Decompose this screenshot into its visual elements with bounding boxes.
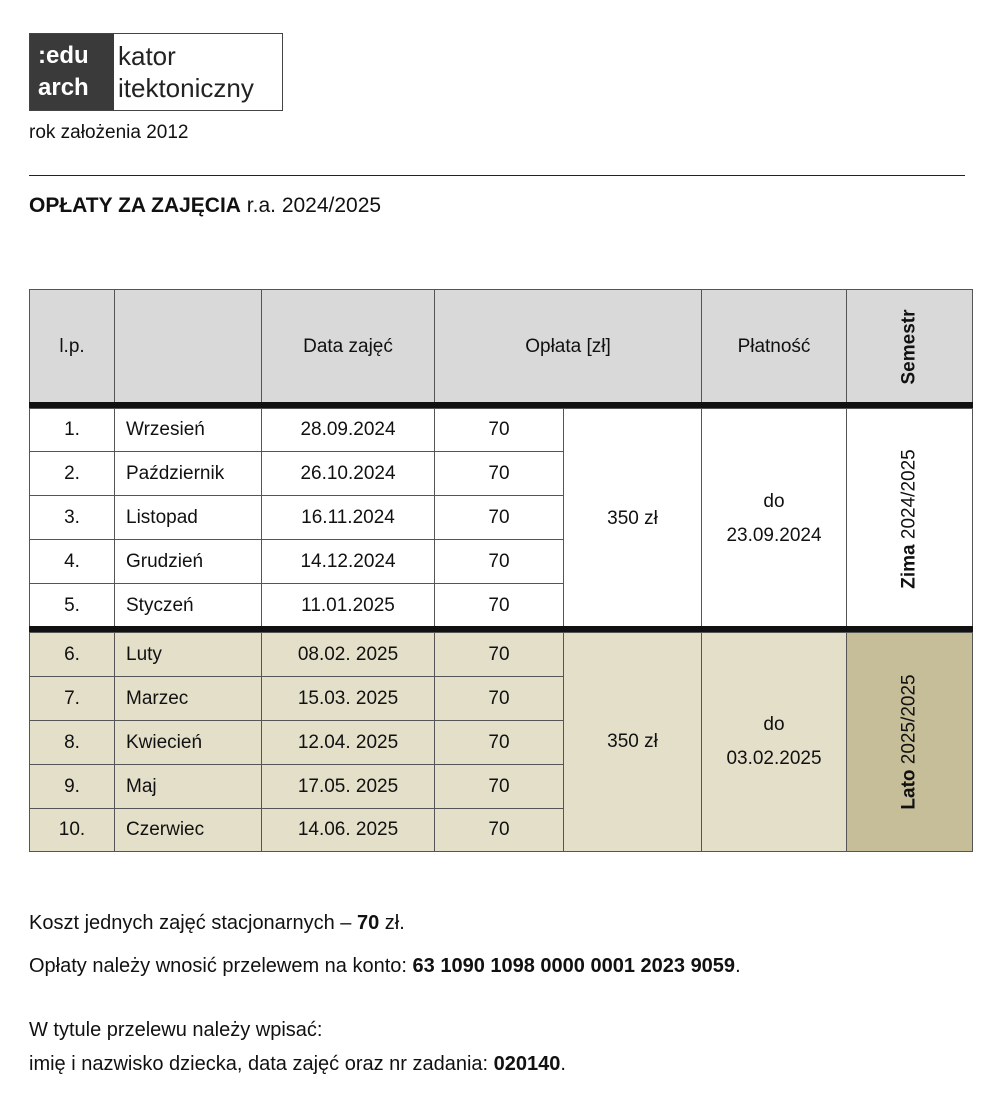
winter-semester-rest: 2024/2025 <box>898 448 920 544</box>
cell-lp-value: 1. <box>64 419 80 440</box>
cell-lp-value: 4. <box>64 550 80 572</box>
cell-month <box>114 495 262 540</box>
cell-lp-value: 7. <box>64 687 80 709</box>
cell-month <box>114 764 262 809</box>
cell-month-value: Czerwiec <box>126 819 205 840</box>
winter-semester-label <box>899 449 921 588</box>
account-info <box>29 955 741 978</box>
cell-date <box>261 676 435 721</box>
cell-fee <box>434 408 564 452</box>
cell-month <box>114 583 262 629</box>
cell-month-value: Wrzesień <box>126 419 205 440</box>
transfer-details-end: . <box>560 1053 566 1075</box>
summer-total <box>563 632 702 852</box>
cell-lp-value: 3. <box>64 506 80 528</box>
cell-lp <box>29 676 115 721</box>
task-number: 020140 <box>493 1053 561 1075</box>
cell-fee <box>434 632 564 677</box>
cell-fee-value: 70 <box>488 550 510 572</box>
cell-date-value: 11.01.2025 <box>301 595 395 616</box>
cell-month-value: Październik <box>126 462 225 484</box>
logo-dark-line1: :edu <box>38 42 89 69</box>
cell-month-value: Maj <box>126 775 157 797</box>
cell-month-value: Marzec <box>126 687 189 709</box>
cell-lp <box>29 583 115 629</box>
account-number: 63 1090 1098 0000 0001 2023 9059 <box>412 955 736 977</box>
cell-lp <box>29 808 115 852</box>
cell-fee-value: 70 <box>488 687 510 709</box>
cell-month <box>114 451 262 496</box>
summer-semester <box>846 632 973 852</box>
summer-semester-bold: Lato <box>898 769 920 810</box>
cell-lp-value: 2. <box>64 462 80 484</box>
winter-due <box>701 408 847 629</box>
cell-fee-value: 70 <box>488 419 510 440</box>
cell-lp-value: 6. <box>64 643 80 665</box>
header-fee-label: Opłata [zł] <box>525 336 611 357</box>
cell-month-value: Luty <box>126 643 162 665</box>
summer-due <box>701 632 847 852</box>
cell-fee-value: 70 <box>488 819 510 840</box>
header-date <box>261 289 435 405</box>
cell-date-value: 16.11.2024 <box>301 506 395 528</box>
cell-fee <box>434 539 564 584</box>
page-title <box>29 194 381 218</box>
account-info-end: . <box>735 955 741 977</box>
logo-dark-line2: arch <box>38 74 89 101</box>
cell-date <box>261 583 435 629</box>
summer-due-prefix: do <box>763 714 785 735</box>
cell-date <box>261 808 435 852</box>
cell-month-value: Styczeń <box>126 595 194 616</box>
cell-lp <box>29 764 115 809</box>
cell-month <box>114 676 262 721</box>
cell-month-value: Listopad <box>126 506 198 528</box>
summer-due-date: 03.02.2025 <box>726 748 822 769</box>
cell-fee <box>434 764 564 809</box>
cell-fee <box>434 676 564 721</box>
fees-table <box>29 289 973 852</box>
cell-fee-value: 70 <box>488 775 510 797</box>
cell-lp <box>29 408 115 452</box>
winter-semester-bold: Zima <box>898 543 920 589</box>
cell-month <box>114 632 262 677</box>
cell-date-value: 14.12.2024 <box>300 550 396 572</box>
account-info-text: Opłaty należy wnosić przelewem na konto: <box>29 955 413 977</box>
summer-semester-label <box>899 674 921 809</box>
transfer-details-text: imię i nazwisko dziecka, data zajęć oraz nr zadania: <box>29 1053 494 1075</box>
cell-date <box>261 408 435 452</box>
separator-line <box>29 175 965 176</box>
header-lp <box>29 289 115 405</box>
cell-date-value: 14.06. 2025 <box>297 819 399 840</box>
cell-month-value: Kwiecień <box>126 731 203 753</box>
cell-date <box>261 764 435 809</box>
header-fee <box>434 289 702 405</box>
cell-month-value: Grudzień <box>126 550 204 572</box>
cell-fee-value: 70 <box>488 462 510 484</box>
cell-month <box>114 808 262 852</box>
cell-date <box>261 720 435 765</box>
cell-fee-value: 70 <box>488 731 510 753</box>
transfer-details <box>29 1053 566 1076</box>
cell-month <box>114 720 262 765</box>
logo <box>29 33 283 111</box>
cell-date <box>261 495 435 540</box>
summer-total-value: 350 zł <box>607 731 658 752</box>
cell-fee <box>434 583 564 629</box>
cell-lp <box>29 632 115 677</box>
cost-info-amount: 70 <box>356 912 380 934</box>
cost-info <box>29 912 405 935</box>
cell-date-value: 12.04. 2025 <box>297 731 399 753</box>
cell-lp-value: 10. <box>58 819 86 840</box>
header-date-label: Data zajęć <box>303 336 393 357</box>
transfer-title-info <box>29 1019 322 1042</box>
summer-semester-rest: 2025/2025 <box>898 674 920 770</box>
transfer-title-text: W tytule przelewu należy wpisać: <box>29 1019 323 1041</box>
winter-total-value: 350 zł <box>607 507 658 529</box>
cell-month <box>114 408 262 452</box>
header-lp-label: l.p. <box>59 336 85 357</box>
cell-date-value: 17.05. 2025 <box>297 775 399 797</box>
logo-light-line1: kator <box>118 41 176 71</box>
winter-due-date: 23.09.2024 <box>726 524 822 546</box>
cell-lp-value: 5. <box>64 595 80 616</box>
page-title-bold: OPŁATY ZA ZAJĘCIA <box>29 194 241 217</box>
cell-fee <box>434 720 564 765</box>
cell-lp <box>29 451 115 496</box>
logo-light-line2: itektoniczny <box>118 73 254 103</box>
header-semester-label: Semestr <box>898 309 920 385</box>
page-title-rest: r.a. 2024/2025 <box>240 194 382 217</box>
cell-date-value: 08.02. 2025 <box>297 643 399 665</box>
header-payment-label: Płatność <box>737 336 811 357</box>
cell-date <box>261 632 435 677</box>
cell-date <box>261 539 435 584</box>
cell-fee <box>434 808 564 852</box>
cell-fee-value: 70 <box>488 643 510 665</box>
cost-info-text: Koszt jednych zajęć stacjonarnych – <box>29 912 357 934</box>
cell-date-value: 28.09.2024 <box>300 419 396 440</box>
cell-date-value: 26.10.2024 <box>300 462 396 484</box>
winter-due-prefix: do <box>763 490 785 512</box>
cell-date <box>261 451 435 496</box>
cell-date-value: 15.03. 2025 <box>297 687 399 709</box>
cell-lp <box>29 495 115 540</box>
winter-semester <box>846 408 973 629</box>
header-semester <box>846 289 973 405</box>
cell-fee <box>434 495 564 540</box>
cell-lp-value: 9. <box>64 775 80 797</box>
header-month <box>114 289 262 405</box>
cell-lp <box>29 720 115 765</box>
cell-month <box>114 539 262 584</box>
cell-fee-value: 70 <box>488 506 510 528</box>
header-payment <box>701 289 847 405</box>
winter-total <box>563 408 702 629</box>
cost-info-unit: zł. <box>379 912 405 934</box>
logo-dark-block <box>30 34 114 110</box>
cell-fee <box>434 451 564 496</box>
logo-light-block <box>114 34 282 110</box>
cell-lp-value: 8. <box>64 731 80 753</box>
cell-fee-value: 70 <box>488 595 510 616</box>
cell-lp <box>29 539 115 584</box>
founded-year: rok założenia 2012 <box>29 122 189 143</box>
